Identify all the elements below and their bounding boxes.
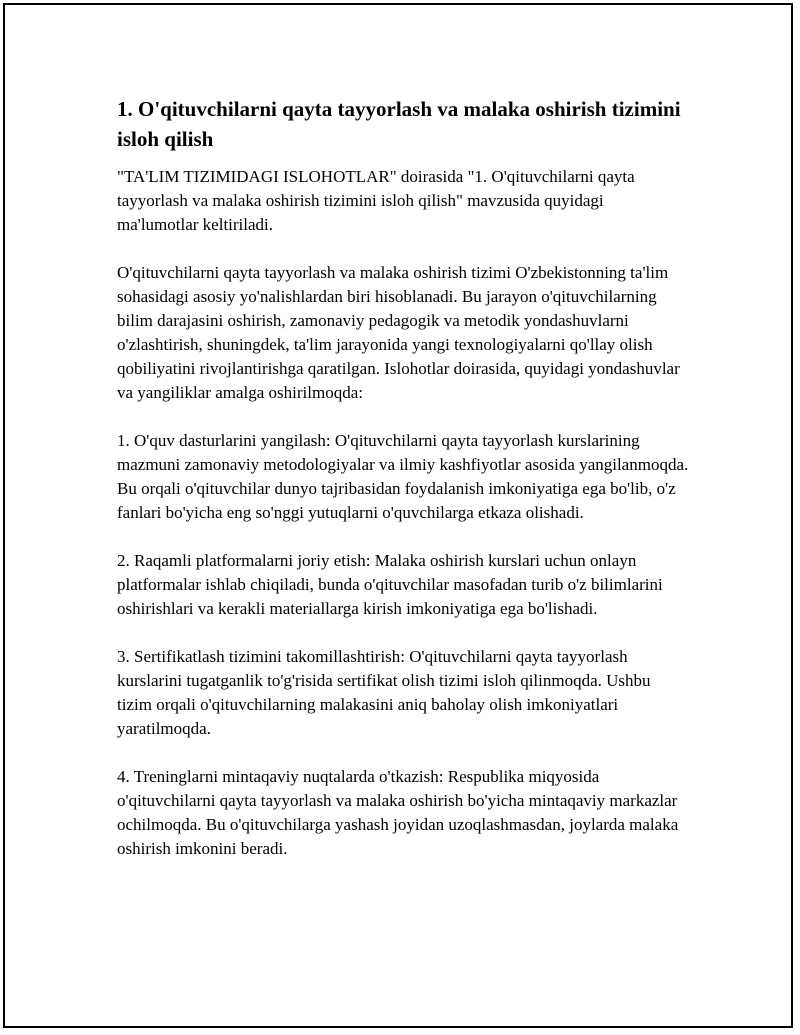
point-4-paragraph: 4. Treninglarni mintaqaviy nuqtalarda o'tkazish: Respublika miqyosida o'qituvchilarni qayta tayyorlash va malaka oshirish bo'yicha mintaqaviy markazlar ochilmoqda. Bu o'qituvchilarga yashash joyidan uzoqlashmasdan, joylarda malaka oshirish imkonini beradi. <box>117 767 679 858</box>
point-3-paragraph: 3. Sertifikatlash tizimini takomillashtirish: O'qituvchilarni qayta tayyorlash kurslarini tugatganlik to'g'risida sertifikat olish tizimi isloh qilinmoqda. Ushbu tizim orqali o'qituvchilarning malakasini aniq baholay olish imkoniyatlari yaratilmoqda. <box>117 647 651 738</box>
point-1-paragraph: 1. O'quv dasturlarini yangilash: O'qituvchilarni qayta tayyorlash kurslarining mazmuni zamonaviy metodologiyalar va ilmiy kashfiyotlar asosida yangilanmoqda. Bu orqali o'qituvchilar dunyo tajribasidan foydalanish imkoniyatiga ega bo'lib, o'z fanlari bo'yicha eng so'nggi yutuqlarni o'quvchilarga etkaza olishadi. <box>117 431 689 522</box>
intro-paragraph: "TA'LIM TIZIMIDAGI ISLOHOTLAR" doirasida "1. O'qituvchilarni qayta tayyorlash va malaka oshirish tizimini isloh qilish" mavzusida quyidagi ma'lumotlar keltiriladi. <box>117 167 635 234</box>
overview-paragraph: O'qituvchilarni qayta tayyorlash va malaka oshirish tizimi O'zbekistonning ta'lim sohasidagi asosiy yo'nalishlardan biri hisoblanadi. Bu jarayon o'qituvchilarning bilim darajasini oshirish, zamonaviy pedagogik va metodik yondashuvlarni o'zlashtirish, shuningdek, ta'lim jarayonida yangi texnologiyalarni qo'llay olish qobiliyatini rivojlantirishga qaratilgan. Islohotlar doirasida, quyidagi yondashuvlar va yangiliklar amalga oshirilmoqda: <box>117 263 680 402</box>
document-title: 1. O'qituvchilarni qayta tayyorlash va malaka oshirish tizimini isloh qilish <box>117 97 681 151</box>
point-2-paragraph: 2. Raqamli platformalarni joriy etish: Malaka oshirish kurslari uchun onlayn platformalar ishlab chiqiladi, bunda o'qituvchilar masofadan turib o'z bilimlarini oshirishlari va kerakli materiallarga kirish imkoniyatiga ega bo'lishadi. <box>117 551 663 618</box>
document-body <box>117 94 689 885</box>
